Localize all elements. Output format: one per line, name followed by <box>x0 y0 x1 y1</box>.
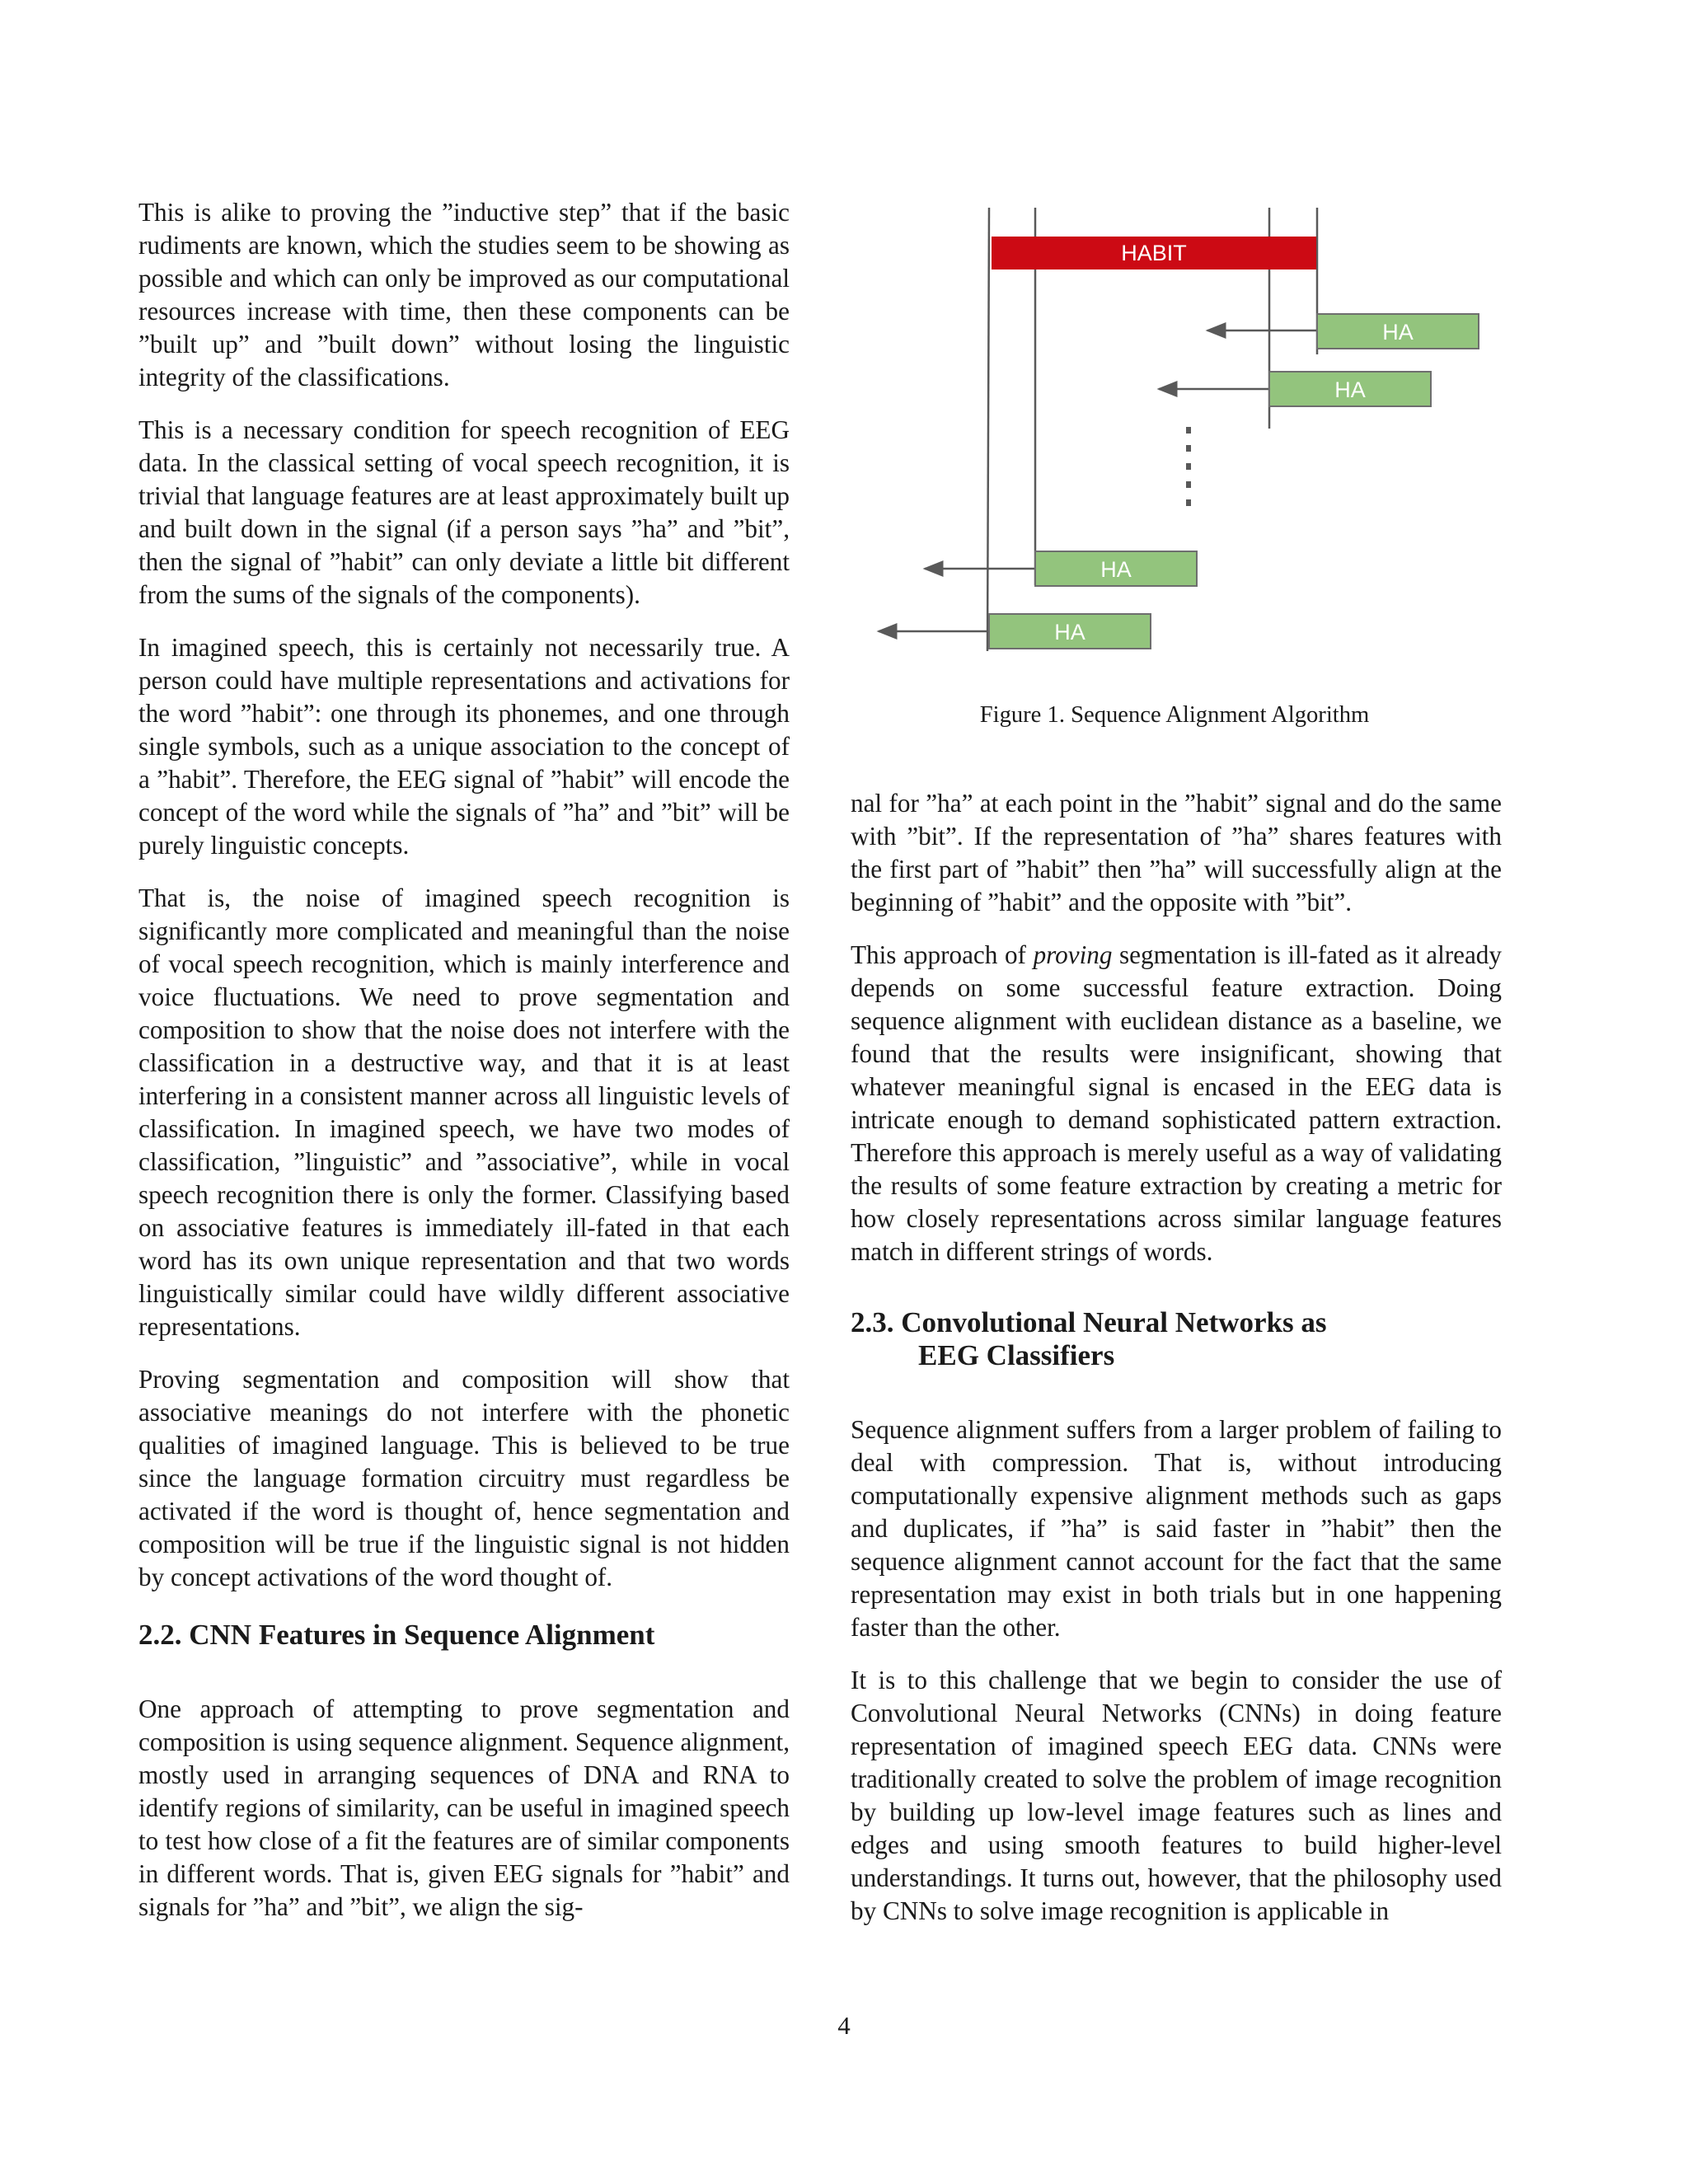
ha-bar-1-label: HA <box>1382 320 1414 344</box>
habit-bar-label: HABIT <box>1121 241 1187 265</box>
ha-bar-4-label: HA <box>1054 620 1085 644</box>
left-column <box>138 196 790 1943</box>
ha-bar-2-label: HA <box>1334 377 1366 402</box>
section-heading-2-2: 2.2. CNN Features in Sequence Alignment <box>138 1619 655 1651</box>
sequence-alignment-figure <box>857 198 1492 659</box>
ha-bar-3-label: HA <box>1100 557 1132 582</box>
paragraph-inductive-step: This is alike to proving the ”inductive step” that if the basic rudiments are known, which the studies seem to be showing as possible and which can only be improved as our computational resources increase with time, then these components can be ”built up” and ”built down” without losing the linguistic integrity of the classifications. <box>138 198 790 391</box>
section-heading-2-3 <box>851 1306 1502 1372</box>
paragraph-alignment-continued: nal for ”ha” at each point in the ”habit” signal and do the same with ”bit”. If the representation of ”ha” shares features with the first part of ”habit” then ”ha” will successfully align at the beginning of ”habit” and the opposite with ”bit”. <box>851 789 1502 916</box>
paragraph-approach <box>851 939 1502 1268</box>
approach-text-italic: proving <box>1033 940 1113 969</box>
approach-text-start: This approach of <box>851 940 1034 969</box>
section-heading-2-3-line2: EEG Classifiers <box>918 1339 1115 1371</box>
paragraph-noise: That is, the noise of imagined speech recognition is significantly more complicated and meaningful than the noise of vocal speech recognition, which is mainly interference and voice fluctuations. We need to prove segmentation and composition to show that the noise does not interfere with the classification in a destructive way, and that it is at least interfering in a consistent manner across all linguistic levels of classification. In imagined speech, we have two modes of classification, ”linguistic” and ”associative”, while in vocal speech recognition there is only the former. Classifying based on associative features is immediately ill-fated in that each word has its own unique representation and that two words linguistically similar could have wildly different associative representations. <box>138 883 790 1341</box>
paragraph-cnn-intro: It is to this challenge that we begin to consider the use of Convolutional Neural Networks (CNNs) in doing feature representation of imagined speech EEG data. CNNs were traditionally created to solve the problem of image recognition by building up low-level image features such as lines and edges and using smooth features to build higher-level understandings. It turns out, however, that the philosophy used by CNNs to solve image recognition is applicable in <box>851 1666 1502 1925</box>
paragraph-proving-segmentation: Proving segmentation and composition will show that associative meanings do not interfere with the phonetic qualities of imagined language. This is believed to be true since the language formation circuitry must regardless be activated if the word is thought of, hence segmentation and composition will be true if the linguistic signal is not hidden by concept activations of the word thought of. <box>138 1365 790 1591</box>
right-column <box>851 787 1502 1947</box>
approach-text-end: segmentation is ill-fated as it already depends on some successful feature extraction. Doing sequence alignment with euclidean distance as a baseline, we found that the results were insignificant, showing that whatever meaningful signal is encased in the EEG data is intricate enough to demand sophisticated pattern extraction. Therefore this approach is merely useful as a way of validating the results of some feature extraction by creating a metric for how closely representations across similar language features match in different strings of words. <box>851 940 1502 1266</box>
paragraph-compression: Sequence alignment suffers from a larger problem of failing to deal with compression. That is, without introducing computationally expensive alignment methods such as gaps and duplicates, if ”ha” is said faster in ”habit” then the sequence alignment cannot account for the fact that the same representation may exist in both trials but in one happening faster than the other. <box>851 1415 1502 1642</box>
figure-caption: Figure 1. Sequence Alignment Algorithm <box>979 702 1370 728</box>
paragraph-necessary-condition: This is a necessary condition for speech recognition of EEG data. In the classical setting of vocal speech recognition, it is trivial that language features are at least approximately built up and built down in the signal (if a person says ”ha” and ”bit”, then the signal of ”habit” can only deviate a little bit different from the sums of the signals of the components). <box>138 415 790 609</box>
page-number: 4 <box>837 2011 851 2040</box>
section-heading-2-3-line1: 2.3. Convolutional Neural Networks as <box>851 1306 1327 1338</box>
paragraph-imagined-speech: In imagined speech, this is certainly not necessarily true. A person could have multiple representations and activations for the word ”habit”: one through its phonemes, and one through single symbols, such as a unique association to the concept of a ”habit”. Therefore, the EEG signal of ”habit” will encode the concept of the word while the signals of ”ha” and ”bit” will be purely linguistic concepts. <box>138 633 790 860</box>
guide-line-1 <box>987 208 989 651</box>
ellipsis-dots <box>1186 427 1191 506</box>
paragraph-sequence-alignment: One approach of attempting to prove segmentation and composition is using sequence alignment. Sequence alignment, mostly used in arranging sequences of DNA and RNA to identify regions of similarity, can be useful in imagined speech to test how close of a fit the features are of similar components in different words. That is, given EEG signals for ”habit” and signals for ”ha” and ”bit”, we align the sig- <box>138 1694 790 1921</box>
